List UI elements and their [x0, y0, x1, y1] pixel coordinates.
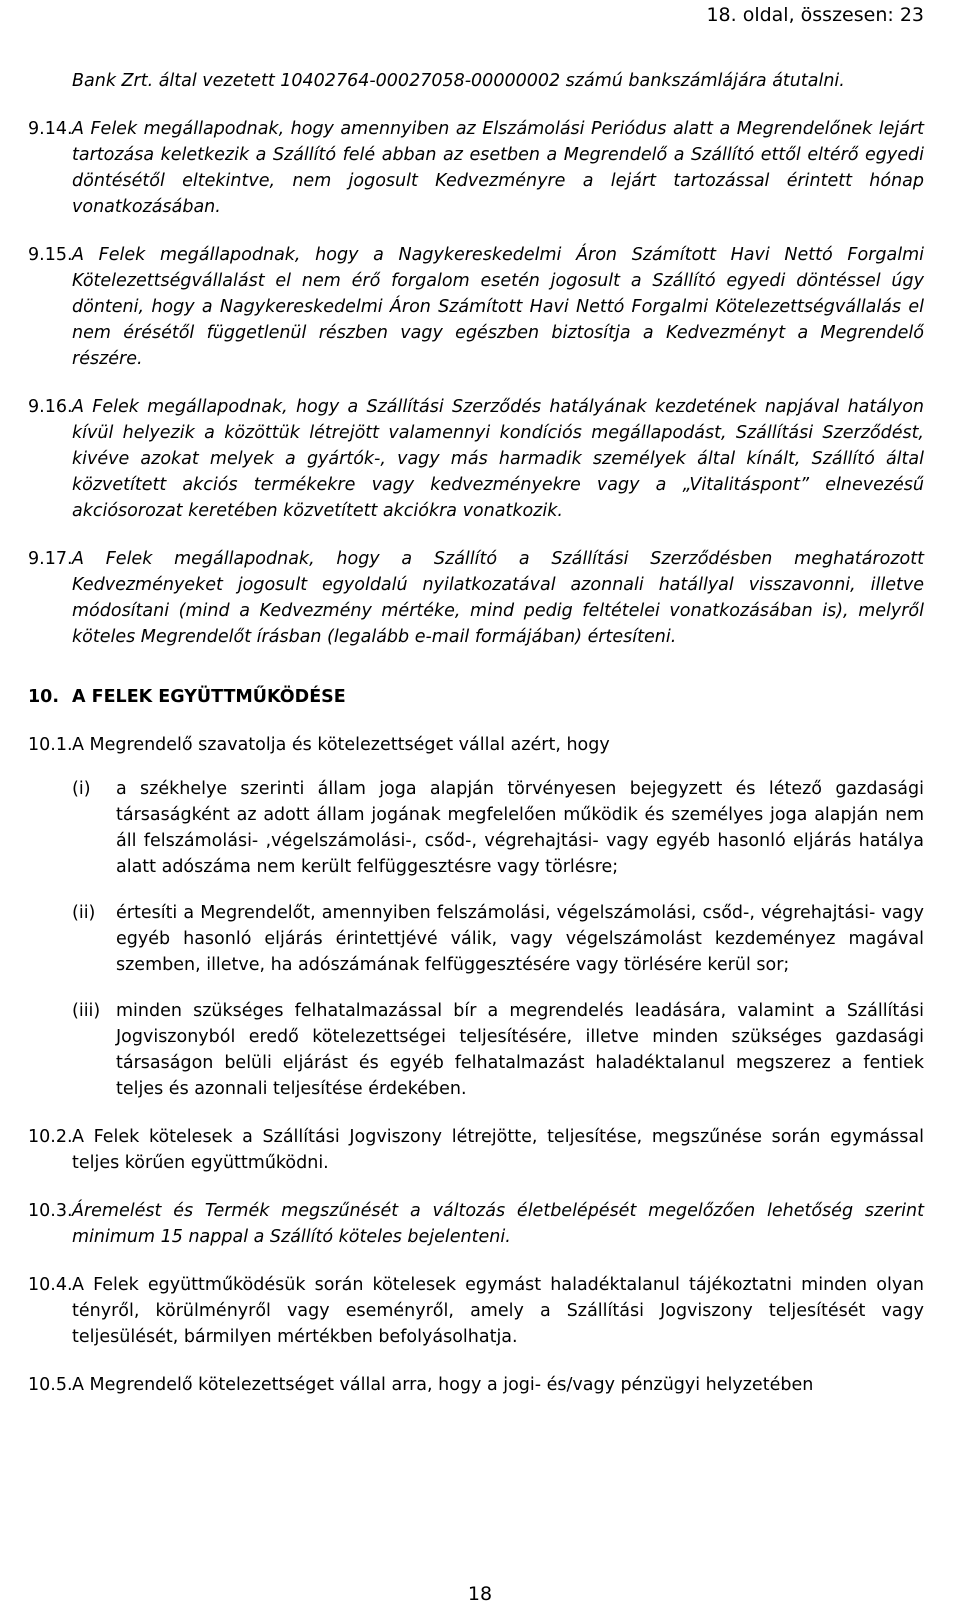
section-heading [28, 684, 924, 710]
clause-text: A Felek megállapodnak, hogy a Szállítási Szerződés hatályának kezdetének napjával hatályon kívül helyezik a közöttük létrejött valamennyi kondíciós megállapodást, Szállítási Szerződést, kivéve azokat melyek a gyártók-, vagy más harmadik személyek által kínált, Szállító által közvetített akciós termékekre vagy kedvezményekre vagy a „Vitalitáspont” elnevezésű akciósorozat keretében közvetített akciókra vonatkozik. [72, 397, 924, 521]
clause-9-15 [28, 242, 924, 372]
sub-item-label: (iii) [72, 1001, 101, 1021]
clause-text: A Felek kötelesek a Szállítási Jogviszony létrejötte, teljesítése, megszűnése során egymással teljes körűen együttműködni. [72, 1127, 924, 1173]
section-title: A FELEK EGYÜTTMŰKÖDÉSE [72, 687, 346, 707]
sub-item-ii [72, 900, 924, 978]
sub-item-list [72, 776, 924, 1102]
clause-number: 10.5. [28, 1375, 73, 1395]
clause-number: 10.4. [28, 1275, 73, 1295]
sub-item-i [72, 776, 924, 880]
document-body [28, 68, 924, 1398]
clause-9-16 [28, 394, 924, 524]
intro-line: Bank Zrt. által vezetett 10402764-00027058-00000002 számú bankszámlájára átutalni. [72, 71, 845, 91]
clause-text: A Felek megállapodnak, hogy amennyiben az Elszámolási Periódus alatt a Megrendelőnek lejárt tartozása keletkezik a Szállító felé abban az esetben a Megrendelő a Szállító ettől eltérő egyedi döntésétől eltekintve, nem jogosult Kedvezményre a lejárt tartozással érintett hónap vonatkozásában. [72, 119, 924, 217]
sub-item-text: értesíti a Megrendelőt, amennyiben felszámolási, végelszámolási, csőd-, végrehajtási- vagy egyéb hasonló eljárás érintettjévé válik, vagy végelszámolást kezdeményez magával szemben, illetve, ha adószámának felfüggesztésére vagy törlésére kerül sor; [116, 903, 924, 975]
clause-number: 9.16. [28, 397, 73, 417]
clause-10-5 [28, 1372, 924, 1398]
clause-number: 10.3. [28, 1201, 73, 1221]
clause-9-17 [28, 546, 924, 650]
clause-number: 9.17. [28, 549, 73, 569]
clause-9-14 [28, 116, 924, 220]
clause-text: A Megrendelő kötelezettséget vállal arra, hogy a jogi- és/vagy pénzügyi helyzetében [72, 1375, 814, 1395]
clause-10-1 [28, 732, 924, 758]
clause-number: 9.15. [28, 245, 73, 265]
clause-text: A Megrendelő szavatolja és kötelezettséget vállal azért, hogy [72, 735, 610, 755]
clause-10-2 [28, 1124, 924, 1176]
sub-item-text: minden szükséges felhatalmazással bír a megrendelés leadására, valamint a Szállítási Jogviszonyból eredő kötelezettségei teljesítésére, illetve minden szükséges gazdasági társaságon belüli eljárást és egyéb felhatalmazást haladéktalanul megszerez a fentiek teljes és azonnali teljesítése érdekében. [116, 1001, 924, 1099]
clause-number: 10.2. [28, 1127, 73, 1147]
page-header: 18. oldal, összesen: 23 [706, 4, 924, 26]
clause-number: 10.1. [28, 735, 73, 755]
page-number: 18 [467, 1583, 493, 1605]
clause-text: A Felek megállapodnak, hogy a Nagykereskedelmi Áron Számított Havi Nettó Forgalmi Kötelezettségvállalást el nem érő forgalom esetén jogosult a Szállító egyedi döntéssel úgy dönteni, hogy a Nagykereskedelmi Áron Számított Havi Nettó Forgalmi Kötelezettségvállalás el nem érésétől függetlenül részben vagy egészben biztosítja a Kedvezményt a Megrendelő részére. [72, 245, 924, 369]
sub-item-iii [72, 998, 924, 1102]
sub-item-label: (i) [72, 779, 91, 799]
clause-number: 9.14. [28, 119, 73, 139]
clause-10-3 [28, 1198, 924, 1250]
sub-item-text: a székhelye szerinti állam joga alapján törvényesen bejegyzett és létező gazdasági társaságként az adott állam jogának megfelelően működik és személyes joga alapján nem áll felszámolási- ,végelszámolási-, csőd-, végrehajtási- vagy egyéb hasonló eljárás hatálya alatt adószáma nem került felfüggesztésre vagy törlésre; [116, 779, 924, 877]
clause-text: Áremelést és Termék megszűnését a változás életbelépését megelőzően lehetőség szerint minimum 15 nappal a Szállító köteles bejelenteni. [72, 1201, 924, 1247]
clause-text: A Felek megállapodnak, hogy a Szállító a Szállítási Szerződésben meghatározott Kedvezményeket jogosult egyoldalú nyilatkozatával azonnali hatállyal visszavonni, illetve módosítani (mind a Kedvezmény mértéke, mind pedig feltételei vonatkozásában is), melyről köteles Megrendelőt írásban (legalább e-mail formájában) értesíteni. [72, 549, 924, 647]
section-number: 10. [28, 687, 60, 707]
clause-text: A Felek együttműködésük során kötelesek egymást haladéktalanul tájékoztatni minden olyan tényről, körülményről vagy eseményről, amely a Szállítási Jogviszony teljesítését vagy teljesülését, bármilyen mértékben befolyásolhatja. [72, 1275, 924, 1347]
clause-10-4 [28, 1272, 924, 1350]
sub-item-label: (ii) [72, 903, 96, 923]
